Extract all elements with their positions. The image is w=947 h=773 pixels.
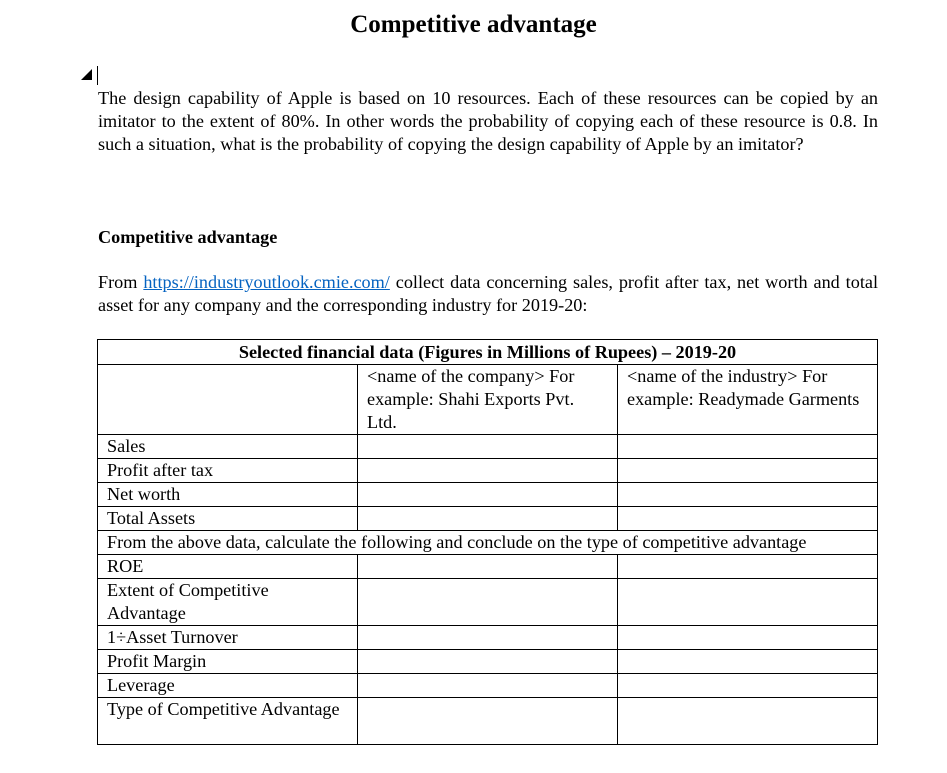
cell-sales-industry[interactable] xyxy=(618,435,878,459)
table-instruction-row: From the above data, calculate the following and conclude on the type of competitive advantage xyxy=(98,531,878,555)
cell-leverage-industry[interactable] xyxy=(618,674,878,698)
cell-sales-company[interactable] xyxy=(358,435,618,459)
table-row xyxy=(98,698,878,745)
cell-pat-industry[interactable] xyxy=(618,459,878,483)
table-row xyxy=(98,674,878,698)
table-row xyxy=(98,507,878,531)
financial-data-table xyxy=(97,339,878,745)
question-paragraph: The design capability of Apple is based on 10 resources. Each of these resources can be copied by an imitator to the extent of 80%. In other words the probability of copying each of these resource is 0.8. In such a situation, what is the probability of copying the design capability of Apple by an imitator? xyxy=(98,88,878,154)
cell-margin-company[interactable] xyxy=(358,650,618,674)
cell-extent-industry[interactable] xyxy=(618,579,878,626)
cell-extent-company[interactable] xyxy=(358,579,618,626)
table-row xyxy=(98,459,878,483)
cell-type-industry[interactable] xyxy=(618,698,878,745)
cell-roe-industry[interactable] xyxy=(618,555,878,579)
table-row xyxy=(98,626,878,650)
cell-roe-company[interactable] xyxy=(358,555,618,579)
cell-turnover-company[interactable] xyxy=(358,626,618,650)
table-header-company: <name of the company> For example: Shahi Exports Pvt. Ltd. xyxy=(358,365,618,435)
cell-pat-company[interactable] xyxy=(358,459,618,483)
row-label-profit-after-tax: Profit after tax xyxy=(98,459,358,483)
cell-turnover-industry[interactable] xyxy=(618,626,878,650)
cell-assets-company[interactable] xyxy=(358,507,618,531)
row-label-total-assets: Total Assets xyxy=(98,507,358,531)
instruction-suffix: collect data concerning sales, profit after tax, net worth and total asset for any company and the corresponding industry for 2019-20: xyxy=(98,272,878,315)
table-row xyxy=(98,650,878,674)
cell-networth-industry[interactable] xyxy=(618,483,878,507)
instruction-prefix: From xyxy=(98,272,144,292)
row-label-sales: Sales xyxy=(98,435,358,459)
table-header-empty xyxy=(98,365,358,435)
cell-margin-industry[interactable] xyxy=(618,650,878,674)
cell-assets-industry[interactable] xyxy=(618,507,878,531)
table-caption: Selected financial data (Figures in Millions of Rupees) – 2019-20 xyxy=(98,340,878,365)
collapse-triangle-icon[interactable] xyxy=(81,69,92,80)
cmie-link[interactable]: https://industryoutlook.cmie.com/ xyxy=(143,272,390,292)
document-title: Competitive advantage xyxy=(350,11,597,38)
row-label-profit-margin: Profit Margin xyxy=(98,650,358,674)
cell-leverage-company[interactable] xyxy=(358,674,618,698)
row-label-leverage: Leverage xyxy=(98,674,358,698)
table-row xyxy=(98,483,878,507)
table-row xyxy=(98,555,878,579)
table-row xyxy=(98,579,878,626)
instruction-paragraph xyxy=(98,271,878,317)
row-label-roe: ROE xyxy=(98,555,358,579)
table-row xyxy=(98,435,878,459)
row-label-extent-ca: Extent of Competitive Advantage xyxy=(98,579,358,626)
cell-type-company[interactable] xyxy=(358,698,618,745)
text-cursor xyxy=(97,66,98,85)
row-label-net-worth: Net worth xyxy=(98,483,358,507)
table-header-industry: <name of the industry> For example: Readymade Garments xyxy=(618,365,878,435)
collapse-marker[interactable] xyxy=(81,66,111,86)
section-heading: Competitive advantage xyxy=(98,227,278,247)
cell-networth-company[interactable] xyxy=(358,483,618,507)
row-label-type-ca: Type of Competitive Advantage xyxy=(98,698,358,745)
row-label-asset-turnover: 1÷Asset Turnover xyxy=(98,626,358,650)
